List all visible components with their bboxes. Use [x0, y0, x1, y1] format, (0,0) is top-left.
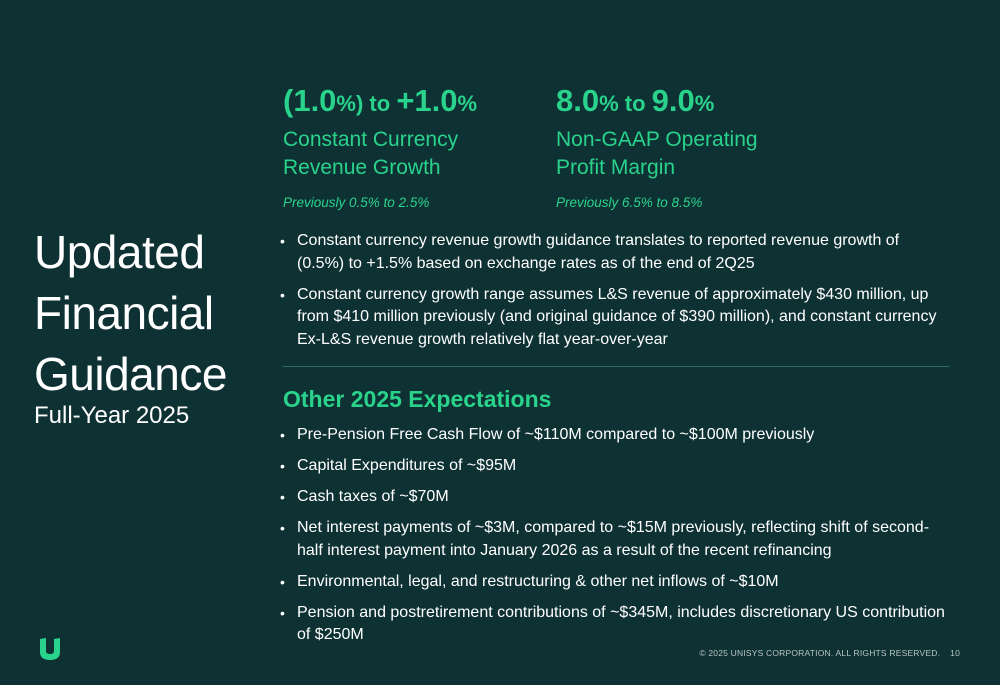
list-item: [280, 486, 948, 509]
metric-value-part: (1.0: [283, 83, 337, 118]
slide-title-line-3: Guidance: [34, 348, 227, 400]
list-item-text: Environmental, legal, and restructuring & other net inflows of ~$10M: [297, 572, 779, 590]
page-number: 10: [950, 648, 960, 658]
list-item-text: Pre-Pension Free Cash Flow of ~$110M compared to ~$100M previously: [297, 426, 815, 443]
footer: [699, 648, 960, 658]
metric-revenue-growth: [283, 82, 543, 212]
metric-label: [283, 126, 543, 182]
metric-operating-margin: [556, 82, 816, 212]
unisys-u-logo-icon: [40, 638, 60, 660]
metric-value-part: 8.0: [556, 83, 600, 118]
bullet-icon: •: [280, 427, 285, 443]
metric-previous: Previously 0.5% to 2.5%: [283, 195, 430, 210]
list-item: [280, 230, 948, 275]
metric-value-part: %): [336, 91, 364, 116]
list-item: [280, 424, 948, 447]
guidance-notes-list: [280, 230, 948, 360]
bullet-icon: •: [280, 233, 285, 249]
list-item: [280, 517, 948, 562]
bullet-icon: •: [280, 573, 285, 590]
list-item-text: Constant currency revenue growth guidance translates to reported revenue growth of (0.5%) to +1.5% based on exchange rates as of the end of 2Q25: [297, 232, 900, 272]
list-item-text: Net interest payments of ~$3M, compared to ~$15M previously, reflecting shift of second-half interest payment into January 2026 as a result of the recent refinancing: [297, 519, 930, 559]
list-item-text: Capital Expenditures of ~$95M: [297, 457, 517, 474]
slide-title-line-2: Financial: [34, 287, 214, 339]
metric-label-line: Revenue Growth: [283, 156, 441, 179]
metric-label-line: Profit Margin: [556, 156, 676, 179]
list-item-text: Constant currency growth range assumes L&S revenue of approximately $430 million, up from $410 million previously (and original guidance of $390 million), and constant currency Ex-L&S revenue growth relatively flat year-over-year: [297, 285, 937, 348]
section-title: Other 2025 Expectations: [283, 386, 552, 412]
list-item-text: Pension and postretirement contributions of ~$345M, includes discretionary US contribution of $250M: [297, 603, 945, 643]
metric-label: [556, 126, 816, 182]
expectations-list: [280, 424, 948, 655]
slide-subtitle: Full-Year 2025: [34, 402, 190, 429]
section-divider: [283, 366, 949, 367]
metric-value-part: %: [457, 91, 478, 116]
bullet-icon: •: [280, 604, 285, 621]
metric-value-part: %: [599, 91, 619, 116]
metric-value-part: 9.0: [651, 83, 695, 118]
metric-previous: Previously 6.5% to 8.5%: [556, 195, 703, 210]
metric-value-part: to: [363, 91, 397, 116]
copyright-text: © 2025 UNISYS CORPORATION. ALL RIGHTS RESERVED.: [699, 648, 941, 658]
metric-value: [556, 82, 816, 123]
metric-value-part: to: [618, 91, 652, 116]
slide-title-block: [34, 222, 254, 430]
metric-value-part: +1.0: [396, 83, 458, 118]
metric-label-line: Constant Currency: [283, 128, 459, 151]
metric-label-line: Non-GAAP Operating: [556, 128, 758, 151]
bullet-icon: •: [280, 489, 285, 505]
bullet-icon: •: [280, 520, 285, 536]
bullet-icon: •: [280, 286, 285, 303]
list-item: [280, 455, 948, 478]
list-item-text: Cash taxes of ~$70M: [297, 488, 449, 505]
metric-value-part: %: [694, 91, 715, 116]
list-item: [280, 284, 948, 352]
bullet-icon: •: [280, 458, 285, 474]
list-item: [280, 602, 948, 647]
slide-title-line-1: Updated: [34, 226, 205, 278]
list-item: [280, 571, 948, 594]
metric-value: [283, 82, 543, 123]
